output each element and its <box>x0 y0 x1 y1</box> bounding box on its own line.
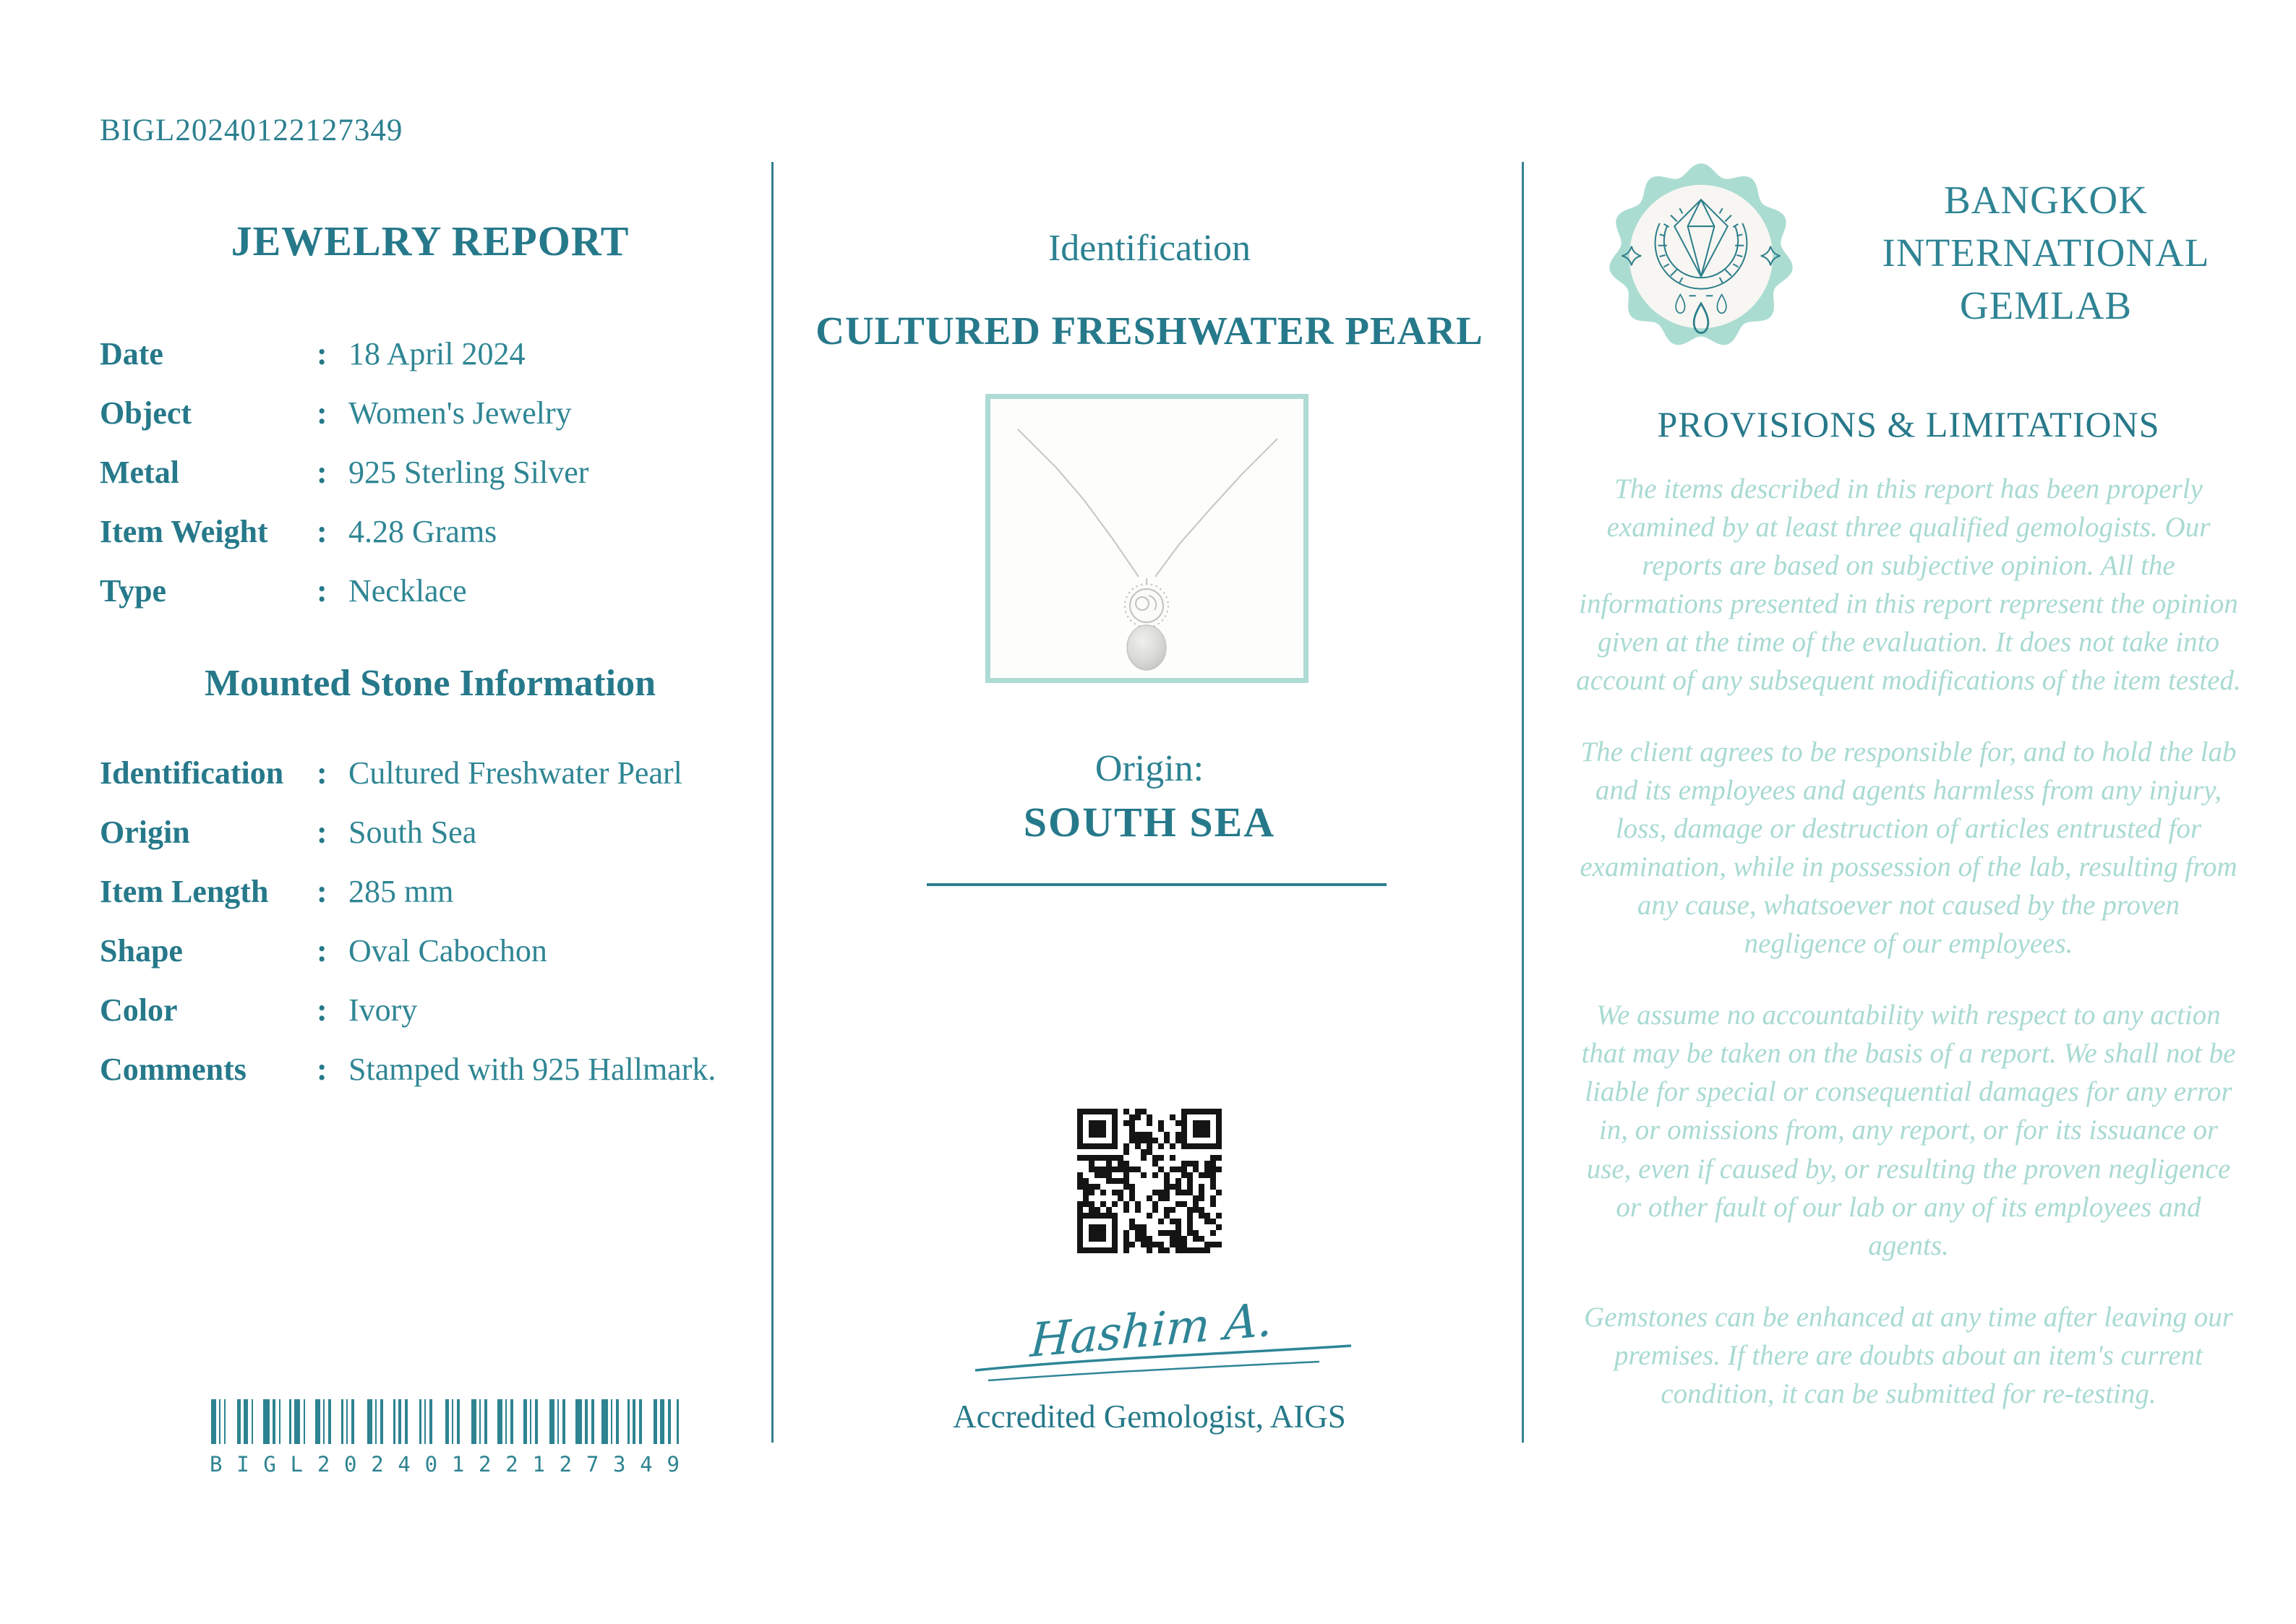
barcode-char: 2 <box>479 1452 492 1477</box>
field-label: Item Weight <box>100 514 268 549</box>
identification-heading: Identification <box>1048 228 1251 269</box>
jewelry-report-title: JEWELRY REPORT <box>231 218 630 265</box>
table-row <box>100 337 783 371</box>
barcode-char: 3 <box>613 1452 626 1477</box>
barcode-char: 0 <box>424 1452 438 1477</box>
table-row <box>100 815 783 850</box>
table-row <box>100 934 783 968</box>
field-label: Origin <box>100 815 190 850</box>
table-row <box>100 1052 783 1087</box>
provision-paragraph: The client agrees to be responsible for, and to hold the lab and its employees and agents harmless from any injury, loss, damage or destruction of articles entrusted for examination, while in possession of the lab, resulting from any cause, whatsoever not caused by the proven negligence of our employees. <box>1580 736 2237 960</box>
signature-name-text: Hashim A. <box>1029 1292 1275 1369</box>
field-label: Object <box>100 395 192 431</box>
gemologist-signature <box>929 1285 1377 1401</box>
field-label: Type <box>100 573 167 609</box>
stone-fields <box>100 756 783 1112</box>
barcode-char: 4 <box>398 1452 411 1477</box>
barcode-char: 1 <box>451 1452 465 1477</box>
table-row <box>100 756 783 791</box>
barcode-text <box>210 1452 680 1477</box>
table-row <box>100 455 783 490</box>
column-divider-right <box>1522 162 1524 1443</box>
field-label: Comments <box>100 1052 247 1087</box>
provisions-paragraphs <box>1576 470 2241 1446</box>
field-label: Metal <box>100 455 179 490</box>
table-row <box>100 993 783 1028</box>
jewelry-fields <box>100 337 783 633</box>
field-value: Women's Jewelry <box>348 395 572 431</box>
field-colon: : <box>317 874 327 909</box>
lab-name-line: INTERNATIONAL <box>1882 231 2210 275</box>
barcode-char: 2 <box>559 1452 573 1477</box>
field-colon: : <box>317 1052 327 1087</box>
provisions-title: PROVISIONS & LIMITATIONS <box>1657 404 2160 444</box>
field-value: South Sea <box>348 815 477 850</box>
signature-svg <box>929 1285 1377 1401</box>
barcode-char: 0 <box>344 1452 357 1477</box>
barcode-char: I <box>236 1452 249 1477</box>
field-colon: : <box>317 755 327 791</box>
necklace-image <box>990 399 1303 678</box>
pendant-detail <box>1125 584 1168 627</box>
barcode-char: 4 <box>640 1452 653 1477</box>
barcode-char: 1 <box>532 1452 545 1477</box>
field-value: Necklace <box>348 573 467 609</box>
necklace-chain <box>1018 429 1277 588</box>
provision-paragraph: We assume no accountability with respect to any action that may be taken on the basis of a report. We shall not be liable for special or consequential damages for any error in, or omissions from, any report, or for its issuance or use, even if caused by, or resulting the proven negligence or other fault of our lab or any of its employees and agents. <box>1581 1000 2236 1261</box>
field-label: Item Length <box>100 874 269 909</box>
field-colon: : <box>317 395 327 431</box>
barcode-char: 2 <box>317 1452 330 1477</box>
provision-paragraph: Gemstones can be enhanced at any time after leaving our premises. If there are doubts about an item's current condition, it can be submitted for re-testing. <box>1584 1301 2233 1409</box>
barcode-char: 7 <box>586 1452 599 1477</box>
field-label: Color <box>100 992 178 1028</box>
field-colon: : <box>317 573 327 609</box>
field-colon: : <box>317 455 327 490</box>
barcode-char: 9 <box>667 1452 680 1477</box>
field-label: Date <box>100 336 163 371</box>
field-colon: : <box>317 815 327 850</box>
field-colon: : <box>317 514 327 549</box>
barcode-char: 2 <box>505 1452 518 1477</box>
barcode-svg <box>210 1399 680 1444</box>
item-photo <box>985 394 1308 683</box>
field-value: Cultured Freshwater Pearl <box>348 755 682 791</box>
table-row <box>100 875 783 909</box>
mounted-stone-title: Mounted Stone Information <box>204 663 656 704</box>
barcode-char: L <box>290 1452 304 1477</box>
field-value: Oval Cabochon <box>348 933 547 968</box>
field-label: Shape <box>100 933 183 968</box>
table-row <box>100 574 783 609</box>
origin-divider <box>927 883 1387 886</box>
provision-paragraph: The items described in this report has been properly examined by at least three qualified gemologists. Our reports are based on subjective opinion. All the informations presented in this report represent the opinion given at the time of the evaluation. It does not take into account of any subsequent modifications of the item tested. <box>1576 473 2241 697</box>
barcode-char: 2 <box>371 1452 384 1477</box>
field-value: 18 April 2024 <box>348 336 526 371</box>
field-value: 925 Sterling Silver <box>348 455 589 490</box>
field-value: Stamped with 925 Hallmark. <box>348 1052 716 1087</box>
gemlab-logo <box>1605 158 1797 354</box>
certificate-number: BIGL20240122127349 <box>100 113 403 147</box>
qr-svg <box>1077 1109 1222 1253</box>
field-colon: : <box>317 933 327 968</box>
field-value: 285 mm <box>348 874 454 909</box>
lab-name <box>1829 173 2263 332</box>
origin-heading: Origin: <box>1095 748 1204 789</box>
field-value: 4.28 Grams <box>348 514 497 549</box>
origin-value: SOUTH SEA <box>1023 799 1276 846</box>
barcode <box>210 1399 680 1477</box>
identification-value: CULTURED FRESHWATER PEARL <box>815 309 1483 353</box>
field-value: Ivory <box>348 992 418 1028</box>
gemologist-title: Accredited Gemologist, AIGS <box>953 1399 1346 1435</box>
pearl-drop <box>1127 625 1166 670</box>
field-label: Identification <box>100 755 284 791</box>
barcode-char: B <box>210 1452 223 1477</box>
barcode-char: G <box>263 1452 276 1477</box>
table-row <box>100 396 783 431</box>
table-row <box>100 515 783 549</box>
field-colon: : <box>317 336 327 371</box>
qr-code <box>1077 1109 1222 1253</box>
gemlab-logo-icon <box>1605 158 1797 354</box>
lab-name-line: GEMLAB <box>1959 283 2133 328</box>
field-colon: : <box>317 992 327 1028</box>
lab-name-line: BANGKOK <box>1944 178 2148 222</box>
